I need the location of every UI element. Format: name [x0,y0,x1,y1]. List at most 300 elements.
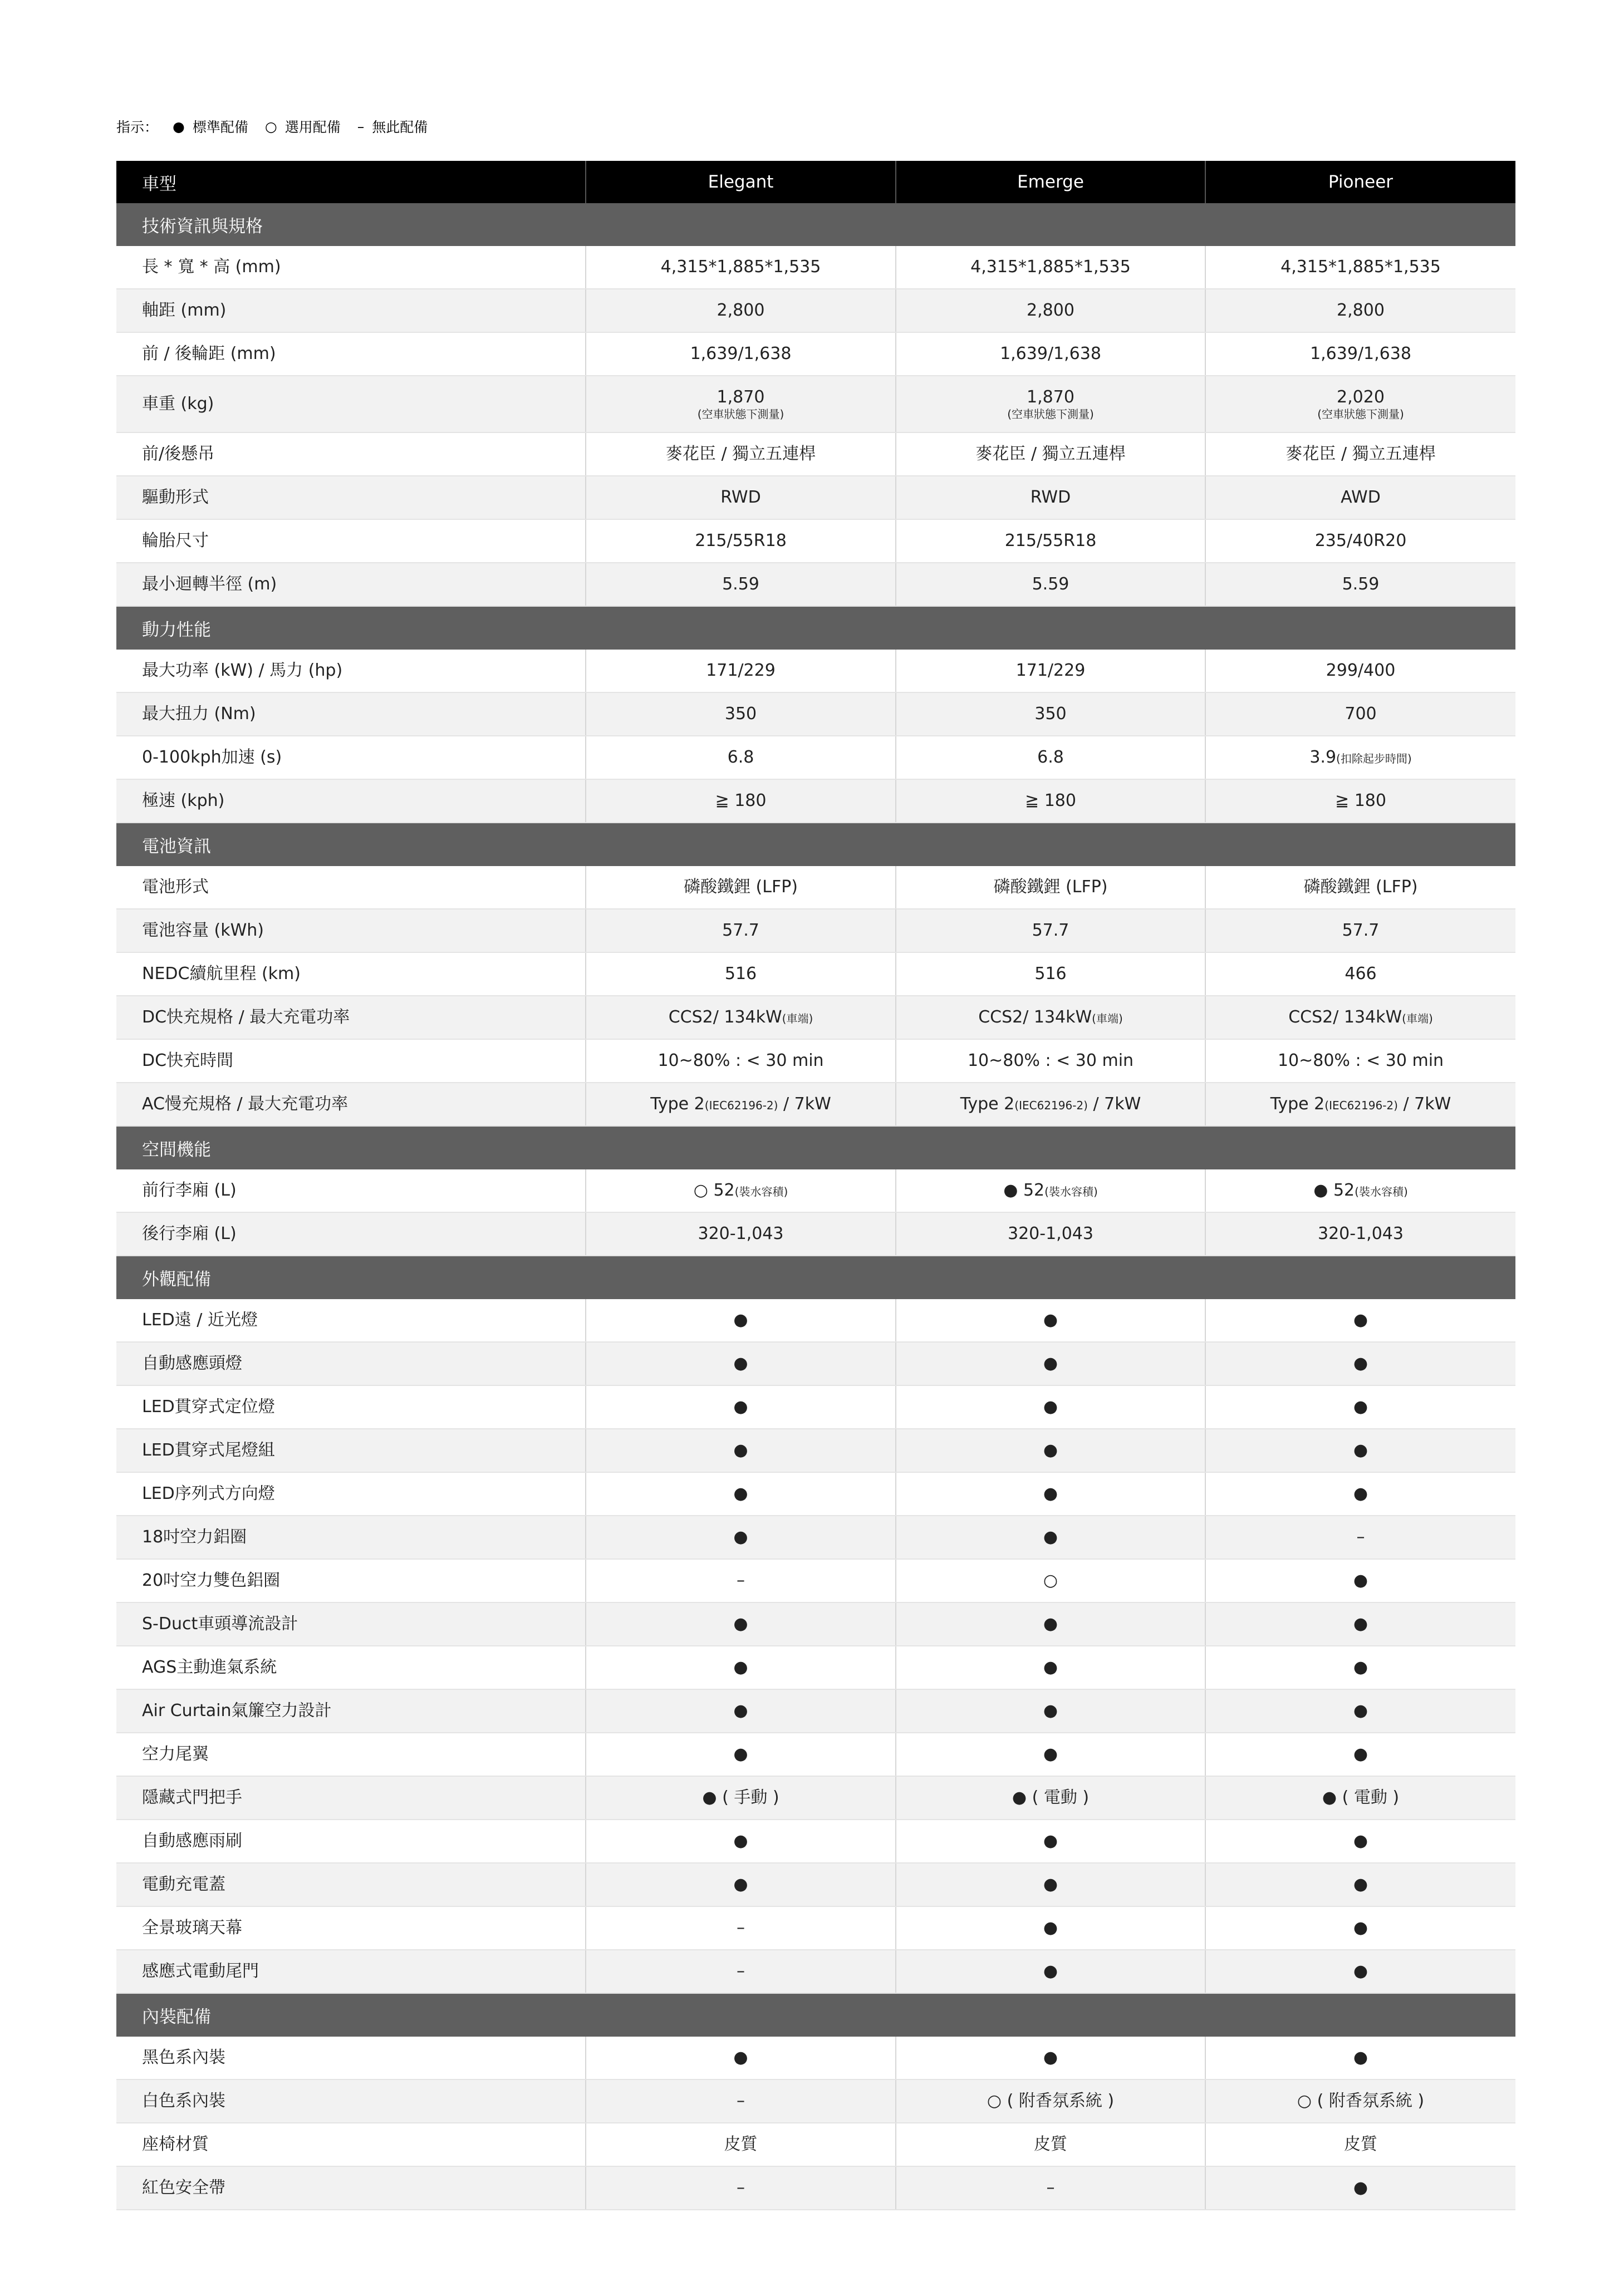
spec-cell [1205,289,1515,332]
cell-value: ● [733,1875,748,1895]
cell-value: ● [1043,2048,1058,2068]
cell-value: ● [1353,1918,1368,1938]
cell-note: (扣除起步時間) [1336,752,1412,766]
spec-cell [1205,1385,1515,1429]
cell-value: 4,315*1,885*1,535 [1280,257,1441,277]
spec-cell [896,1083,1205,1126]
row-label: 自動感應頭燈 [116,1342,586,1385]
spec-cell [586,1646,896,1689]
spec-cell [1205,246,1515,289]
cell-value: ● [1043,1440,1058,1461]
cell-value: 2,020 [1337,387,1385,407]
cell-value: 235/40R20 [1314,531,1407,551]
cell-value: ● [1353,2048,1368,2068]
cell-value: 57.7 [722,921,759,941]
table-row [116,866,1515,909]
cell-value: ● [733,1614,748,1634]
cell-value: ● [1043,1744,1058,1764]
cell-value: 1,639/1,638 [690,344,792,364]
cell-value: ● ( 手動 ) [702,1788,779,1808]
section-header-row [116,823,1515,866]
cell-note: (空車狀態下測量) [1317,407,1404,421]
spec-cell [896,1646,1205,1689]
cell-value: 磷酸鐵鋰 (LFP) [1303,877,1418,897]
spec-cell [586,2123,896,2166]
row-label: 最大扭力 (Nm) [116,692,586,736]
spec-cell [896,996,1205,1039]
spec-cell [586,1950,896,1993]
spec-cell [586,1472,896,1516]
spec-cell [896,289,1205,332]
header-emerge: Emerge [896,161,1205,203]
row-label: 電池形式 [116,866,586,909]
spec-cell [896,866,1205,909]
spec-cell [586,1429,896,1472]
row-label: 白色系內裝 [116,2079,586,2123]
row-label: 最大功率 (kW) / 馬力 (hp) [116,650,586,692]
row-label: S-Duct車頭導流設計 [116,1602,586,1646]
cell-value: ● [1043,1614,1058,1634]
table-header-row [116,161,1515,203]
cell-value: AWD [1341,488,1381,508]
cell-note: (車端) [1402,1012,1433,1026]
cell-value: ● [1043,1310,1058,1330]
spec-cell [896,563,1205,606]
cell-value: ○ 52 [693,1181,735,1201]
row-label: 感應式電動尾門 [116,1950,586,1993]
table-row [116,1083,1515,1126]
cell-value: 320-1,043 [1318,1224,1404,1244]
spec-cell [896,1212,1205,1256]
cell-value: ● [1353,1354,1368,1374]
spec-cell [1205,736,1515,779]
cell-value: ○ [1043,1571,1058,1591]
spec-cell [586,1039,896,1083]
spec-cell [896,1602,1205,1646]
table-row [116,1039,1515,1083]
row-label: AGS主動進氣系統 [116,1646,586,1689]
cell-suffix: / 7kW [1397,1094,1451,1114]
cell-value: 57.7 [1342,921,1380,941]
legend-label: 無此配備 [372,119,428,135]
row-label: 0-100kph加速 (s) [116,736,586,779]
cell-value: 皮質 [1034,2135,1067,2155]
row-label: 前行李廂 (L) [116,1169,586,1212]
cell-value: 320-1,043 [1008,1224,1093,1244]
cell-note: (車端) [1092,1012,1123,1026]
section-title: 電池資訊 [116,823,1515,866]
cell-value: ● [1353,1310,1368,1330]
cell-value: ● [733,1397,748,1417]
table-row [116,1863,1515,1906]
row-label: 電動充電蓋 [116,1863,586,1906]
spec-cell [586,289,896,332]
cell-suffix: / 7kW [1087,1094,1141,1114]
cell-value: ● [1353,1961,1368,1982]
cell-value: ● [1043,1961,1058,1982]
spec-cell [896,246,1205,289]
cell-value: ● [733,1440,748,1461]
cell-value: ● [733,1744,748,1764]
spec-cell [1205,332,1515,376]
cell-value: ● 52 [1003,1181,1045,1201]
spec-cell [1205,563,1515,606]
spec-cell [1205,432,1515,476]
cell-value: 1,870 [1027,387,1075,407]
table-row [116,2079,1515,2123]
table-row [116,289,1515,332]
spec-cell [896,1559,1205,1602]
cell-value: RWD [1030,488,1071,508]
cell-value: ● [1353,1571,1368,1591]
spec-cell [896,692,1205,736]
cell-value: ● ( 電動 ) [1322,1788,1400,1808]
cell-value: 5.59 [1032,574,1069,594]
spec-cell [1205,1516,1515,1559]
cell-value: 10~80% : < 30 min [967,1051,1134,1071]
cell-value: 1,639/1,638 [1310,344,1411,364]
table-row [116,1776,1515,1820]
cell-value: ● [733,1831,748,1851]
section-title: 外觀配備 [116,1256,1515,1299]
spec-cell [586,1820,896,1863]
spec-cell [896,1863,1205,1906]
cell-value: ● [1353,1397,1368,1417]
spec-body [116,203,1515,2210]
cell-value: 麥花臣 / 獨立五連桿 [1286,444,1436,464]
row-label: 驅動形式 [116,476,586,519]
cell-value: Type 2 [960,1094,1015,1114]
spec-cell [896,332,1205,376]
table-row [116,476,1515,519]
spec-cell [1205,1646,1515,1689]
row-label: LED遠 / 近光燈 [116,1299,586,1342]
spec-cell [586,2037,896,2079]
spec-cell [586,1169,896,1212]
cell-suffix: / 7kW [778,1094,831,1114]
spec-cell [1205,996,1515,1039]
cell-value: ● [1353,1440,1368,1461]
spec-cell [896,650,1205,692]
cell-value: 57.7 [1032,921,1069,941]
legend-standard [173,116,248,136]
cell-value: ● [733,1701,748,1721]
section-title: 技術資訊與規格 [116,203,1515,246]
spec-cell [1205,1212,1515,1256]
cell-value: 6.8 [727,748,754,768]
spec-cell [896,1689,1205,1733]
filled-circle-icon: ● [173,118,185,135]
spec-cell [1205,1299,1515,1342]
spec-cell [1205,376,1515,432]
spec-cell [586,2079,896,2123]
spec-cell [896,432,1205,476]
spec-cell [1205,1776,1515,1820]
cell-value: 4,315*1,885*1,535 [660,257,821,277]
spec-cell [586,736,896,779]
spec-cell [896,1820,1205,1863]
cell-value: ≧ 180 [1335,791,1386,811]
spec-cell [896,1472,1205,1516]
spec-cell [896,1733,1205,1776]
cell-value: 5.59 [1342,574,1380,594]
cell-value: ● ( 電動 ) [1012,1788,1090,1808]
cell-value: ● [1043,1354,1058,1374]
cell-value: ≧ 180 [1025,791,1076,811]
cell-value: 700 [1345,704,1377,724]
cell-note: (裝水容積) [1044,1185,1098,1199]
row-label: AC慢充規格 / 最大充電功率 [116,1083,586,1126]
cell-value: ● [1353,1875,1368,1895]
spec-cell [586,563,896,606]
cell-value: ● 52 [1313,1181,1355,1201]
table-row [116,1429,1515,1472]
spec-cell [896,1342,1205,1385]
dash-icon: – [357,118,365,135]
spec-cell [586,909,896,952]
spec-cell [586,1863,896,1906]
table-row [116,1689,1515,1733]
section-header-row [116,1993,1515,2037]
cell-value: 1,639/1,638 [1000,344,1101,364]
row-label: 隱藏式門把手 [116,1776,586,1820]
section-header-row [116,203,1515,246]
spec-cell [1205,1863,1515,1906]
cell-note: (IEC62196-2) [704,1099,778,1113]
cell-value: 10~80% : < 30 min [658,1051,824,1071]
cell-value: CCS2/ 134kW [1288,1007,1402,1027]
table-row [116,1950,1515,1993]
table-row [116,1385,1515,1429]
table-row [116,1602,1515,1646]
cell-value: Type 2 [1270,1094,1325,1114]
table-row [116,1342,1515,1385]
cell-value: 350 [724,704,757,724]
table-row [116,2123,1515,2166]
spec-cell [586,432,896,476]
cell-value: 320-1,043 [698,1224,784,1244]
spec-cell [1205,1689,1515,1733]
row-label: LED貫穿式定位燈 [116,1385,586,1429]
spec-cell [586,1083,896,1126]
spec-cell [586,1385,896,1429]
cell-value: 350 [1034,704,1067,724]
spec-cell [1205,1342,1515,1385]
spec-cell [586,332,896,376]
row-label: 前/後懸吊 [116,432,586,476]
cell-value: CCS2/ 134kW [668,1007,782,1027]
cell-value: ● [733,1658,748,1678]
spec-cell [1205,2166,1515,2210]
cell-note: (IEC62196-2) [1014,1099,1088,1113]
table-row [116,909,1515,952]
section-header-row [116,1126,1515,1169]
table-row [116,996,1515,1039]
cell-value: ● [1353,1614,1368,1634]
spec-cell [1205,1602,1515,1646]
cell-value: ● [1353,1484,1368,1504]
cell-value: – [1356,1527,1365,1547]
table-row [116,376,1515,432]
spec-cell [586,779,896,823]
spec-cell [1205,650,1515,692]
legend-label: 標準配備 [192,119,248,135]
spec-cell [1205,1733,1515,1776]
section-title: 內裝配備 [116,1993,1515,2037]
section-title: 空間機能 [116,1126,1515,1169]
spec-cell [1205,2079,1515,2123]
row-label: 座椅材質 [116,2123,586,2166]
spec-cell [1205,476,1515,519]
spec-cell [896,376,1205,432]
cell-value: ● [1353,1701,1368,1721]
spec-cell [586,952,896,996]
cell-value: ● [1043,1875,1058,1895]
spec-cell [1205,952,1515,996]
spec-table [116,161,1515,2210]
cell-value: 516 [724,964,757,984]
table-row [116,1516,1515,1559]
spec-cell [896,1169,1205,1212]
row-label: Air Curtain氣簾空力設計 [116,1689,586,1733]
cell-note: (空車狀態下測量) [697,407,784,421]
cell-value: ● [1353,2178,1368,2198]
row-label: 黑色系內裝 [116,2037,586,2079]
table-row [116,432,1515,476]
cell-value: ○ ( 附香氛系統 ) [987,2091,1115,2111]
spec-cell [586,1602,896,1646]
spec-cell [586,1559,896,1602]
spec-cell [896,952,1205,996]
section-title: 動力性能 [116,606,1515,650]
cell-value: 皮質 [724,2135,758,2155]
row-label: 長 * 寬 * 高 (mm) [116,246,586,289]
spec-cell [1205,1950,1515,1993]
spec-cell [896,1950,1205,1993]
row-label: NEDC續航里程 (km) [116,952,586,996]
cell-value: 1,870 [717,387,765,407]
cell-note: (裝水容積) [734,1185,788,1199]
table-row [116,332,1515,376]
cell-value: 2,800 [717,301,765,321]
table-row [116,650,1515,692]
spec-cell [896,1039,1205,1083]
cell-value: 4,315*1,885*1,535 [970,257,1131,277]
row-label: 後行李廂 (L) [116,1212,586,1256]
cell-value: 3.9 [1309,748,1337,768]
row-label: 最小迴轉半徑 (m) [116,563,586,606]
cell-note: (空車狀態下測量) [1007,407,1094,421]
cell-value: 磷酸鐵鋰 (LFP) [993,877,1108,897]
row-label: 車重 (kg) [116,376,586,432]
legend [116,115,444,137]
cell-value: – [737,1918,745,1938]
table-row [116,1169,1515,1212]
cell-value: 10~80% : < 30 min [1277,1051,1444,1071]
row-label: 輪胎尺寸 [116,519,586,563]
row-label: 軸距 (mm) [116,289,586,332]
spec-cell [896,1906,1205,1950]
spec-cell [586,246,896,289]
spec-cell [896,736,1205,779]
row-label: DC快充時間 [116,1039,586,1083]
table-row [116,779,1515,823]
table-row [116,1559,1515,1602]
cell-value: 215/55R18 [695,531,787,551]
cell-value: ● [733,1484,748,1504]
cell-value: 2,800 [1027,301,1075,321]
cell-note: (IEC62196-2) [1324,1099,1398,1113]
table-row [116,736,1515,779]
cell-value: ● [1043,1527,1058,1547]
spec-cell [1205,1083,1515,1126]
spec-cell [896,2123,1205,2166]
cell-value: 麥花臣 / 獨立五連桿 [665,444,816,464]
table-row [116,1299,1515,1342]
header-elegant: Elegant [586,161,896,203]
spec-cell [1205,2037,1515,2079]
cell-note: (車端) [782,1012,813,1026]
spec-cell [586,1776,896,1820]
table-row [116,1733,1515,1776]
cell-value: 麥花臣 / 獨立五連桿 [975,444,1126,464]
spec-cell [896,2079,1205,2123]
cell-value: 516 [1034,964,1067,984]
spec-cell [896,779,1205,823]
cell-value: ● [1043,1701,1058,1721]
hollow-circle-icon: ○ [264,118,277,135]
cell-value: ≧ 180 [715,791,767,811]
legend-label: 選用配備 [284,119,341,135]
row-label: 紅色安全帶 [116,2166,586,2210]
table-row [116,519,1515,563]
spec-cell [896,1299,1205,1342]
row-label: 18吋空力鋁圈 [116,1516,586,1559]
spec-cell [586,476,896,519]
spec-cell [586,519,896,563]
cell-value: ○ ( 附香氛系統 ) [1297,2091,1425,2111]
table-row [116,1820,1515,1863]
spec-cell [1205,2123,1515,2166]
table-row [116,1646,1515,1689]
spec-cell [1205,909,1515,952]
cell-value: ● [1043,1397,1058,1417]
cell-value: ● [733,1354,748,1374]
cell-value: 6.8 [1037,748,1064,768]
legend-optional [265,116,341,136]
cell-value: – [737,2091,745,2111]
row-label: 電池容量 (kWh) [116,909,586,952]
cell-value: 2,800 [1337,301,1385,321]
row-label: 自動感應雨刷 [116,1820,586,1863]
spec-cell [586,692,896,736]
spec-cell [586,1342,896,1385]
cell-value: 5.59 [722,574,759,594]
cell-value: ● [1353,1831,1368,1851]
spec-cell [586,1516,896,1559]
row-label: LED序列式方向燈 [116,1472,586,1516]
cell-value: CCS2/ 134kW [978,1007,1092,1027]
spec-cell [1205,1472,1515,1516]
cell-value: ● [733,1527,748,1547]
spec-cell [1205,866,1515,909]
cell-value: 215/55R18 [1004,531,1097,551]
spec-cell [896,1516,1205,1559]
legend-title: 指示： [116,119,159,135]
cell-value: ● [733,2048,748,2068]
cell-value: ● [1043,1484,1058,1504]
row-label: LED貫穿式尾燈組 [116,1429,586,1472]
